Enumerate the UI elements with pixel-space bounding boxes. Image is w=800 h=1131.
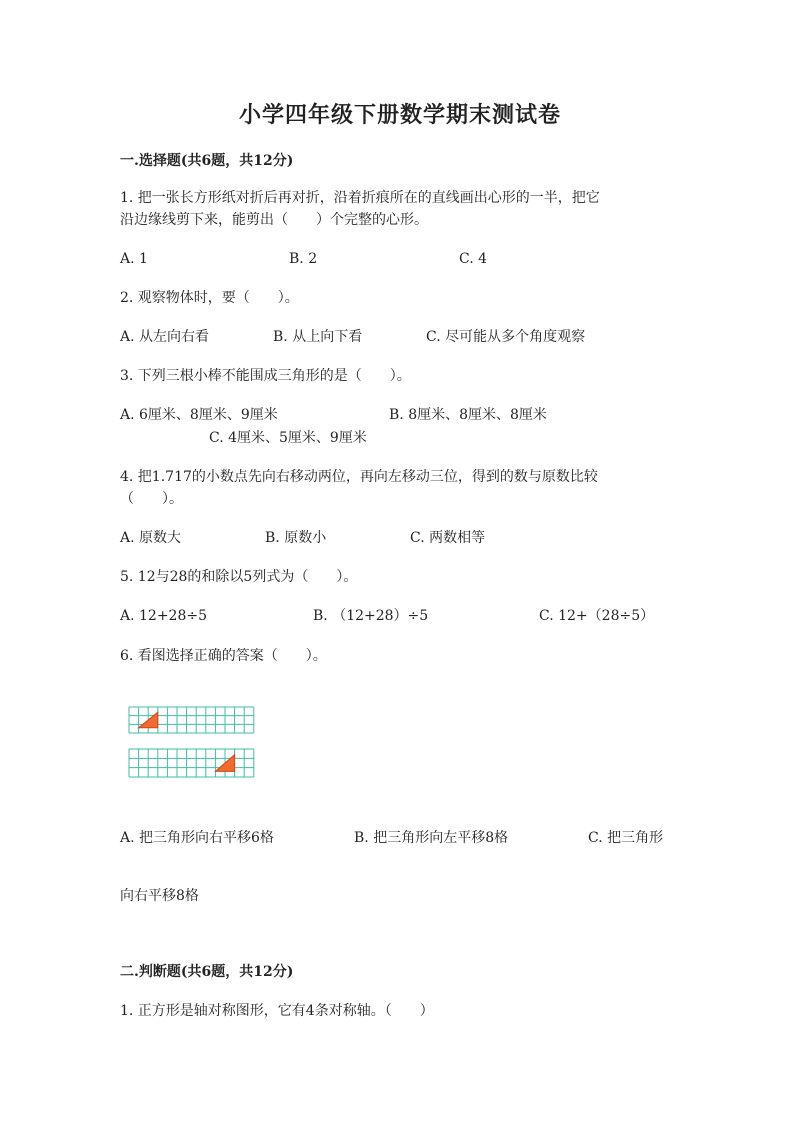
option-b: B. （12+28）÷5	[313, 608, 429, 624]
translation-figure	[128, 706, 258, 778]
question-text: 6. 看图选择正确的答案（ ）。	[120, 648, 327, 664]
option-b: B. 从上向下看	[273, 329, 363, 345]
option-c: C. 4	[459, 251, 488, 267]
option-c: C. 4厘米、5厘米、9厘米	[209, 430, 367, 446]
question-text: 5. 12与28的和除以5列式为（ ）。	[120, 569, 358, 585]
option-c-continued: 向右平移8格	[120, 888, 199, 904]
option-b: B. 原数小	[265, 530, 327, 546]
option-c: C. 12+（28÷5）	[539, 608, 655, 624]
section-heading-choice: 一.选择题(共6题，共12分)	[120, 153, 294, 169]
option-a: A. 1	[120, 251, 148, 267]
option-a: A. 6厘米、8厘米、9厘米	[120, 407, 278, 423]
option-a: A. 把三角形向右平移6格	[120, 830, 274, 846]
option-a: A. 原数大	[120, 530, 182, 546]
question-text: （ ）。	[120, 491, 183, 507]
page-title: 小学四年级下册数学期末测试卷	[238, 102, 561, 128]
question-text: 沿边缘线剪下来，能剪出（ ）个完整的心形。	[120, 212, 428, 228]
question-text: 2. 观察物体时，要（ ）。	[120, 290, 299, 306]
section-heading-judgement: 二.判断题(共6题，共12分)	[120, 964, 294, 980]
option-c: C. 尽可能从多个角度观察	[426, 329, 586, 345]
option-b: B. 2	[289, 251, 318, 267]
option-a: A. 从左向右看	[120, 329, 210, 345]
question-text: 1. 正方形是轴对称图形，它有4条对称轴。（ ）	[120, 1003, 434, 1019]
question-text: 3. 下列三根小棒不能围成三角形的是（ ）。	[120, 368, 411, 384]
grid-top	[128, 706, 258, 734]
question-text: 4. 把1.717的小数点先向右移动两位，再向左移动三位，得到的数与原数比较	[120, 469, 598, 485]
question-text: 1. 把一张长方形纸对折后再对折，沿着折痕所在的直线画出心形的一半，把它	[120, 190, 600, 206]
option-a: A. 12+28÷5	[120, 608, 208, 624]
option-b: B. 把三角形向左平移8格	[354, 830, 509, 846]
option-c: C. 两数相等	[410, 530, 486, 546]
option-c: C. 把三角形	[588, 830, 664, 846]
option-b: B. 8厘米、8厘米、8厘米	[389, 407, 547, 423]
grid-bottom	[128, 748, 258, 778]
